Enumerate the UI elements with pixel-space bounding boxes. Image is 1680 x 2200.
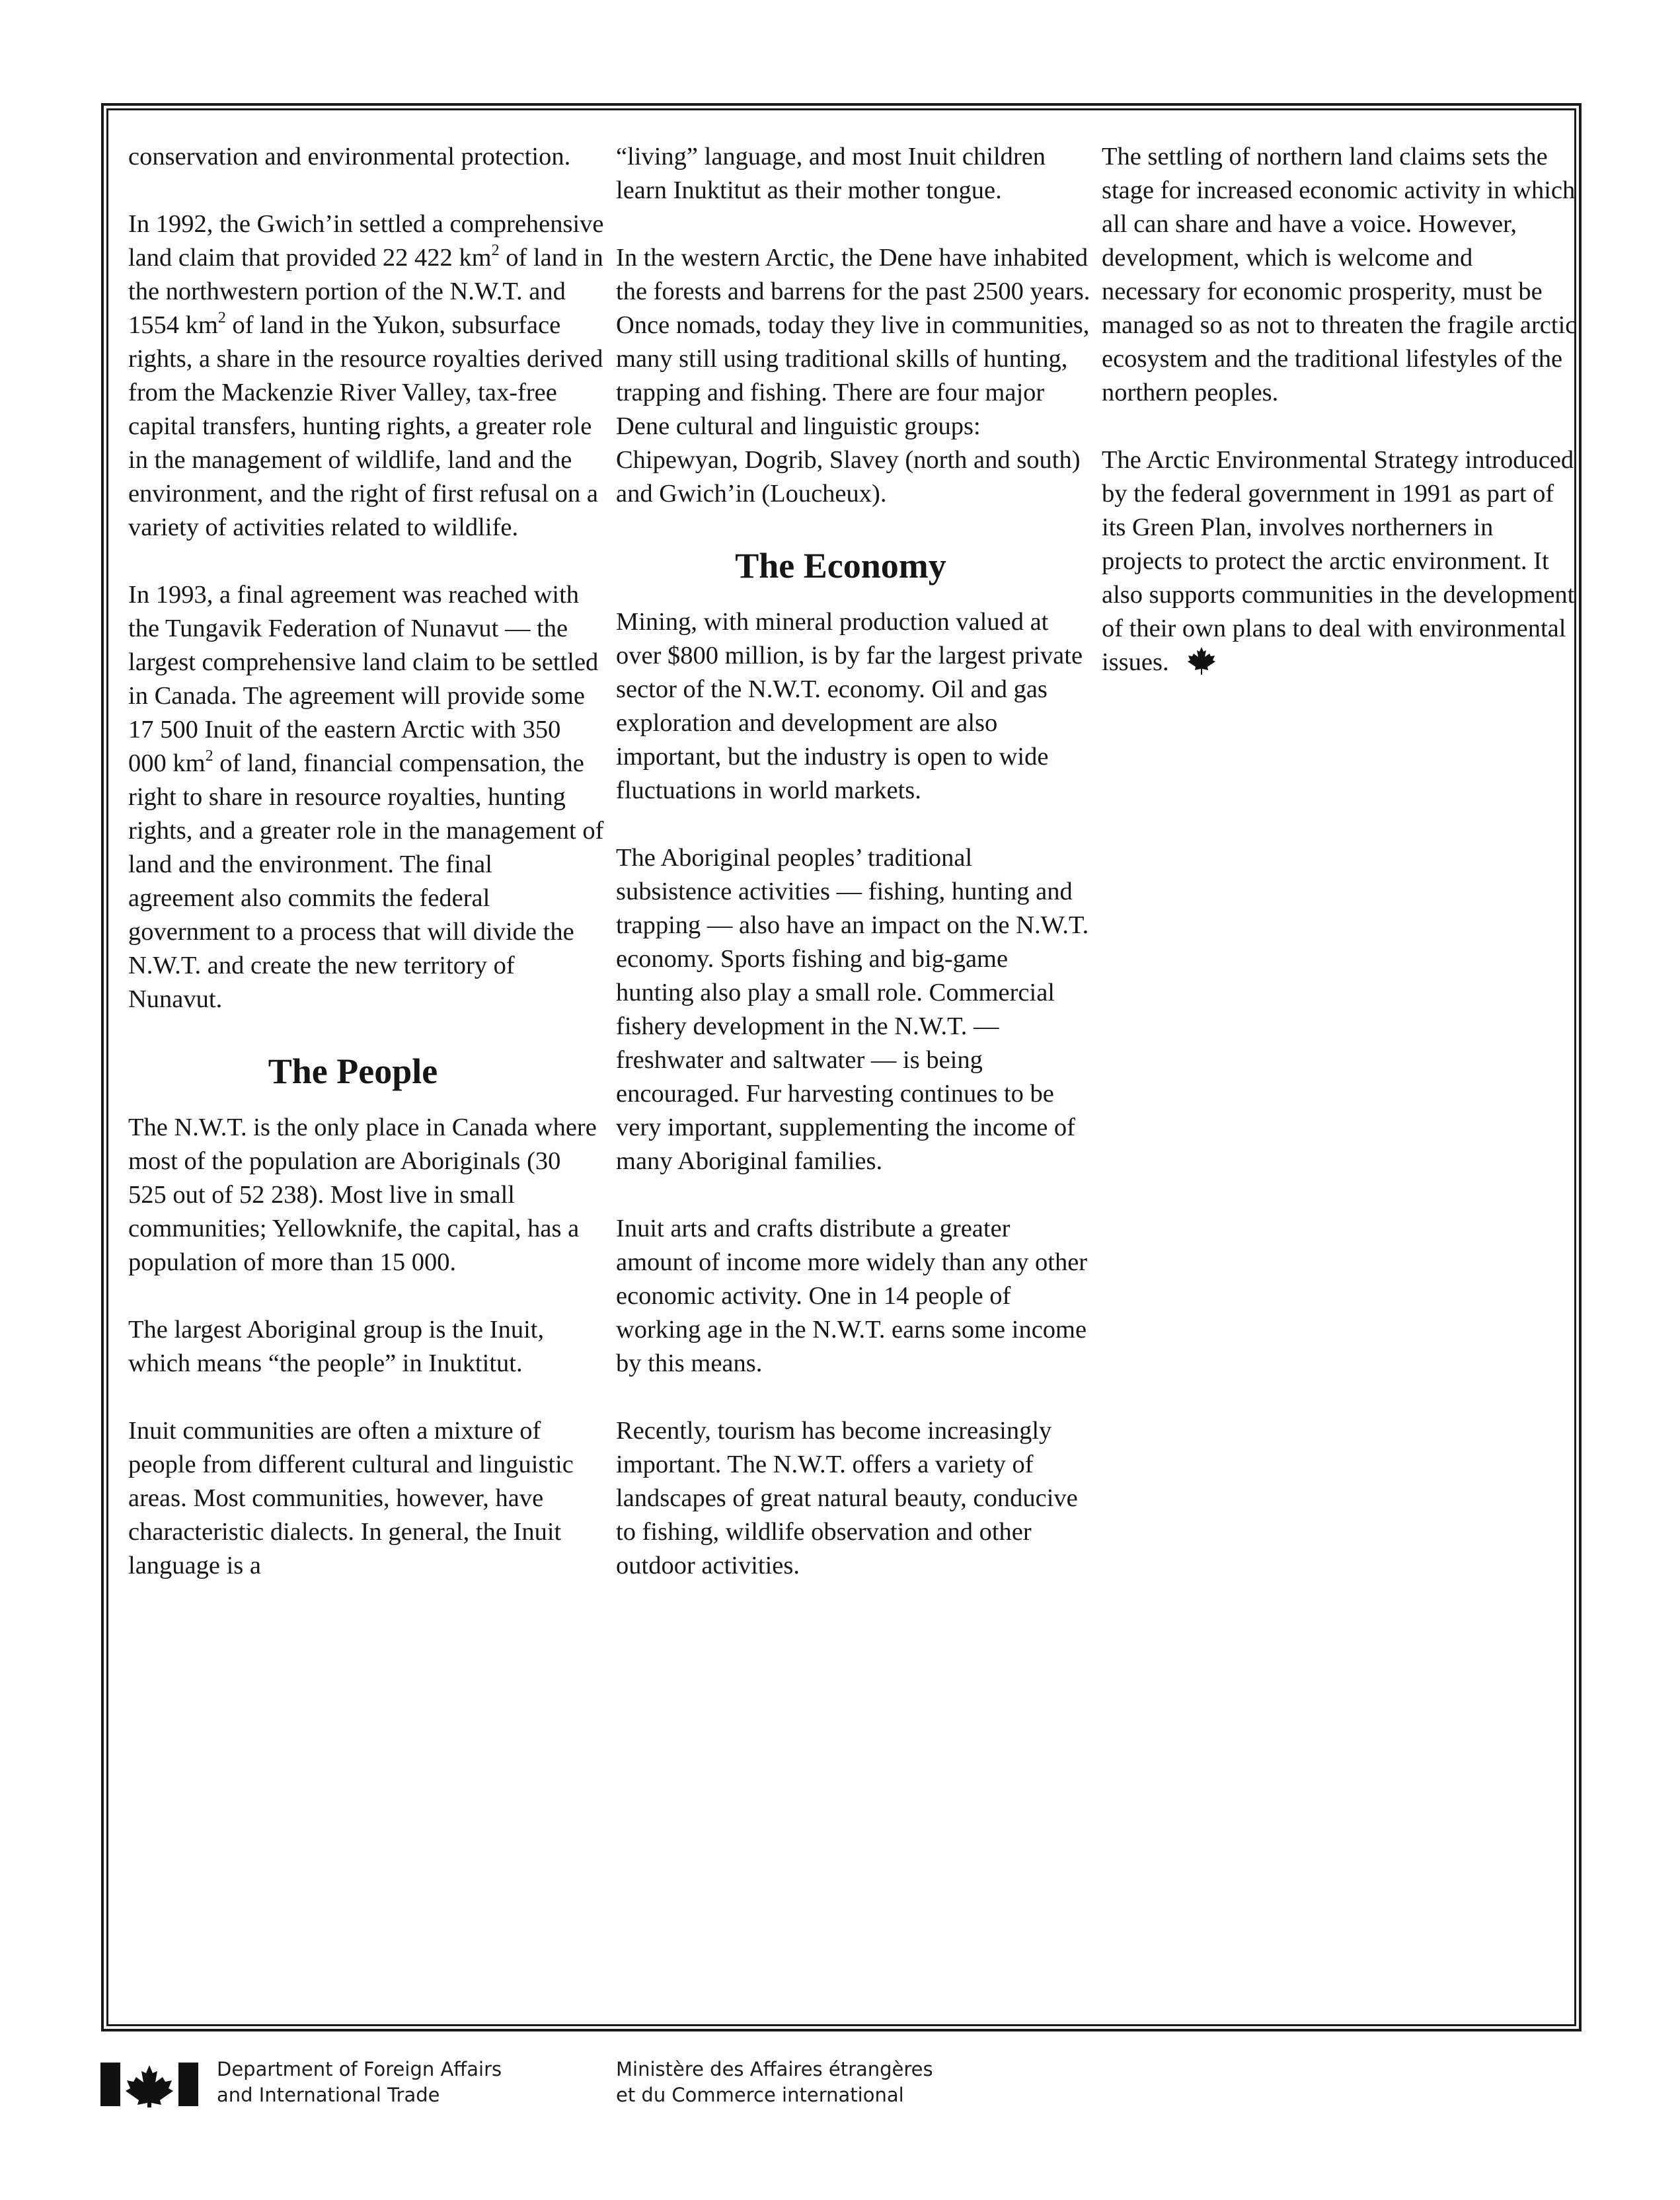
paragraph: In 1993, a final agreement was reached with the Tungavik Federation of Nunavut — the largest comprehensive land claim to be settled in Canada. The agreement will provide some 17 500 Inuit of the eastern Arctic with 350 000 $km^2$ of land, financial compensation, the right to share in resource royalties, hunting rights, and a greater role in the management of land and the environment. The final agreement also commits the federal government to a process that will divide the N.W.T. and create the new territory of Nunavut. (128, 581, 604, 1013)
footer-french-line-1: Ministère des Affaires étrangères (616, 2058, 933, 2080)
paragraph: Inuit communities are often a mixture of people from different cultural and linguistic areas. Most communities, however, have characteristic dialects. In general, the Inuit language is a (128, 1417, 574, 1579)
canada-flag-icon (100, 2061, 198, 2107)
paragraph: The Aboriginal peoples’ traditional subsistence activities — fishing, hunting and trapping — also have an impact on the N.W.T. economy. Sports fishing and big-game hunting also play a small role. Commercial fishery development in the N.W.T. — freshwater and saltwater — is being encouraged. Fur harvesting continues to be very important, supplementing the income of many Aboriginal families. (616, 844, 1089, 1175)
paragraph: The settling of northern land claims sets the stage for increased economic activity in which all can share and have a voice. However, development, which is welcome and necessary for economic prosperity, must be managed so as not to threaten the fragile arctic ecosystem and the traditional lifestyles of the northern peoples. (1102, 143, 1577, 406)
paragraph: In 1992, the Gwich’in settled a comprehensive land claim that provided 22 422 $km^2$ of land in the northwestern portion of the N.W.T. and 1554 $km^2$ of land in the Yukon, subsurface rights, a share in the resource royalties derived from the Mackenzie River Valley, tax-free capital transfers, hunting rights, a greater role in the management of wildlife, land and the environment, and the right of first refusal on a variety of activities related to wildlife. (128, 210, 604, 541)
section-heading: The Economy (735, 546, 946, 586)
paragraph: The Arctic Environmental Strategy introduced by the federal government in 1991 as part of its Green Plan, involves northerners in projects to protect the arctic environment. It also supports communities in the development of their own plans to deal with environmental issues. (1102, 443, 1578, 685)
footer-department-english (217, 2057, 502, 2108)
paragraph: In the western Arctic, the Dene have inhabited the forests and barrens for the past 2500 years. Once nomads, today they live in communities, many still using traditional skills of hunting, trapping and fishing. There are four major Dene cultural and linguistic groups: Chipewyan, Dogrib, Slavey (north and south) and Gwich’in (Loucheux). (616, 244, 1090, 508)
footer-department-french (616, 2057, 933, 2108)
paragraph: Mining, with mineral production valued at over $800 million, is by far the largest private sector of the N.W.T. economy. Oil and gas exploration and development are also important, but the industry is open to wide fluctuations in world markets. (616, 608, 1083, 804)
footer-english-line-2: and International Trade (217, 2084, 440, 2106)
footer-french-line-2: et du Commerce international (616, 2084, 904, 2106)
paragraph: The N.W.T. is the only place in Canada where most of the population are Aboriginals (30 525 out of 52 238). Most live in small communities; Yellowknife, the capital, has a population of more than 15 000. (128, 1114, 597, 1276)
footer-english-line-1: Department of Foreign Affairs (217, 2058, 502, 2080)
text-column-1 (128, 140, 604, 1616)
paragraph: Inuit arts and crafts distribute a greater amount of income more widely than any other economic activity. One in 14 people of working age in the N.W.T. earns some income by this means. (616, 1215, 1088, 1377)
section-heading: The People (268, 1051, 438, 1091)
paragraph: Recently, tourism has become increasingly important. The N.W.T. offers a variety of landscapes of great natural beauty, conducive to fishing, wildlife observation and other outdoor activities. (616, 1417, 1078, 1579)
paragraph: “living” language, and most Inuit children learn Inuktitut as their mother tongue. (616, 143, 1046, 204)
paragraph: conservation and environmental protection. (128, 143, 571, 171)
text-column-3 (1102, 140, 1578, 718)
text-column-2 (616, 140, 1092, 1616)
maple-leaf-icon (1186, 646, 1217, 685)
paragraph: The largest Aboriginal group is the Inuit, which means “the people” in Inuktitut. (128, 1316, 545, 1377)
